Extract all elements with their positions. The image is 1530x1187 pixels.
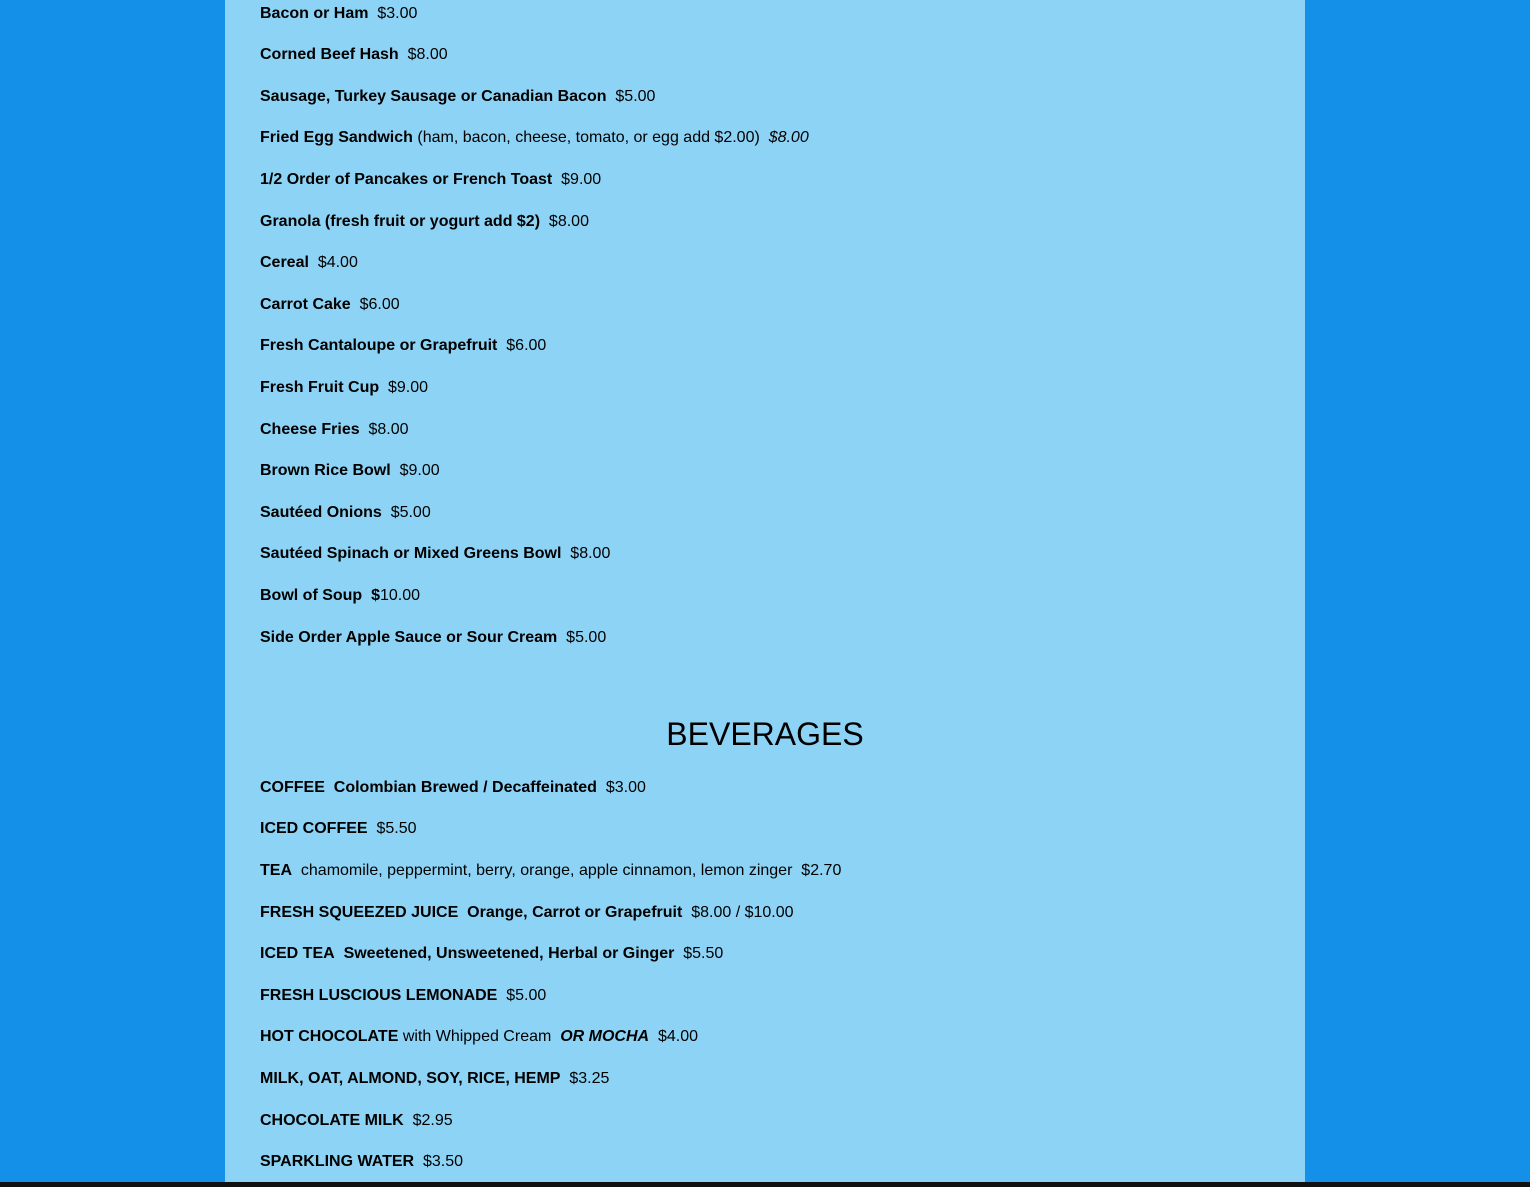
item-price: $5.00 xyxy=(615,88,656,105)
beverage-name: MILK, OAT, ALMOND, SOY, RICE, HEMP xyxy=(260,1070,561,1087)
item-price: $8.00 xyxy=(768,129,809,146)
beverages-heading: BEVERAGES xyxy=(666,716,864,752)
item-name: Carrot Cake xyxy=(260,296,351,313)
menu-item-bowl-of-soup xyxy=(260,586,420,606)
item-price: $8.00 xyxy=(570,545,611,562)
item-name: Cereal xyxy=(260,254,309,271)
beverage-price: $3.25 xyxy=(569,1070,610,1087)
bottom-border xyxy=(0,1182,1530,1187)
item-price: $8.00 xyxy=(407,46,448,63)
beverage-name: FRESH LUSCIOUS LEMONADE xyxy=(260,987,498,1004)
item-name: Bacon or Ham xyxy=(260,5,369,22)
menu-item-fried-egg-sandwich xyxy=(260,128,809,148)
beverage-price: $5.50 xyxy=(376,820,417,837)
item-name: Side Order Apple Sauce or Sour Cream xyxy=(260,629,558,646)
menu-item-cereal xyxy=(260,253,358,273)
beverage-name: FRESH SQUEEZED JUICE xyxy=(260,904,459,921)
item-name: Brown Rice Bowl xyxy=(260,462,391,479)
beverage-name: ICED COFFEE xyxy=(260,820,368,837)
beverage-price: $5.00 xyxy=(506,987,547,1004)
beverage-lemonade xyxy=(260,986,546,1006)
menu-item-fruit-cup xyxy=(260,378,428,398)
beverage-name: ICED TEA xyxy=(260,945,335,962)
item-name: Fresh Fruit Cup xyxy=(260,379,380,396)
beverage-name: HOT CHOCOLATE xyxy=(260,1028,399,1045)
item-price: $5.00 xyxy=(566,629,607,646)
item-price: $6.00 xyxy=(506,337,547,354)
menu-item-sauteed-spinach xyxy=(260,544,610,564)
beverage-detail: Sweetened, Unsweetened, Herbal or Ginger xyxy=(343,945,675,962)
beverage-name: TEA xyxy=(260,862,292,879)
item-price: $9.00 xyxy=(561,171,602,188)
menu-item-granola xyxy=(260,212,589,232)
item-name: Fried Egg Sandwich xyxy=(260,129,413,146)
menu-item-pancakes xyxy=(260,170,601,190)
beverage-name: COFFEE xyxy=(260,779,325,796)
beverage-detail: Colombian Brewed / Decaffeinated xyxy=(333,779,597,796)
beverage-iced-coffee xyxy=(260,819,417,839)
beverage-iced-tea xyxy=(260,944,723,964)
beverage-tea xyxy=(260,861,841,881)
menu-item-bacon-or-ham xyxy=(260,4,417,24)
beverage-sparkling-water xyxy=(260,1152,463,1172)
beverage-milk xyxy=(260,1069,609,1089)
menu-item-corned-beef-hash xyxy=(260,45,448,65)
beverage-price: $2.70 xyxy=(801,862,842,879)
item-price: $5.00 xyxy=(390,504,431,521)
item-name: Bowl of Soup xyxy=(260,587,363,604)
menu-item-cheese-fries xyxy=(260,420,409,440)
item-price: 10.00 xyxy=(380,587,421,604)
beverage-price: $2.95 xyxy=(412,1112,453,1129)
beverage-price: $3.00 xyxy=(605,779,646,796)
item-name: Granola (fresh fruit or yogurt add $2) xyxy=(260,213,541,230)
menu-item-cantaloupe xyxy=(260,336,546,356)
beverage-extra: OR MOCHA xyxy=(560,1028,650,1045)
beverage-fresh-squeezed-juice xyxy=(260,903,794,923)
item-name: Corned Beef Hash xyxy=(260,46,399,63)
item-price: $9.00 xyxy=(399,462,440,479)
item-note: (ham, bacon, cheese, tomato, or egg add $2.00) xyxy=(417,129,760,146)
item-name: 1/2 Order of Pancakes or French Toast xyxy=(260,171,553,188)
item-name: Fresh Cantaloupe or Grapefruit xyxy=(260,337,498,354)
beverage-hot-chocolate xyxy=(260,1027,698,1047)
menu-item-brown-rice-bowl xyxy=(260,461,440,481)
beverage-detail: Orange, Carrot or Grapefruit xyxy=(467,904,683,921)
item-price: $8.00 xyxy=(368,421,409,438)
item-name: Sausage, Turkey Sausage or Canadian Bacon xyxy=(260,88,607,105)
beverage-price: $8.00 / $10.00 xyxy=(691,904,794,921)
menu-panel xyxy=(225,0,1305,1182)
menu-item-sauteed-onions xyxy=(260,503,431,523)
beverage-name: SPARKLING WATER xyxy=(260,1153,415,1170)
item-price: $3.00 xyxy=(377,5,418,22)
item-price: $4.00 xyxy=(317,254,358,271)
beverage-price: $4.00 xyxy=(657,1028,699,1045)
menu-item-carrot-cake xyxy=(260,295,400,315)
item-price: $8.00 xyxy=(548,213,589,230)
beverage-chocolate-milk xyxy=(260,1111,453,1131)
beverage-detail: chamomile, peppermint, berry, orange, apple cinnamon, lemon zinger xyxy=(300,862,793,879)
beverage-price: $3.50 xyxy=(422,1153,464,1170)
beverage-price: $5.50 xyxy=(683,945,724,962)
item-name: Cheese Fries xyxy=(260,421,360,438)
item-price-symbol: $ xyxy=(371,587,380,604)
beverage-detail: with Whipped Cream xyxy=(402,1028,552,1045)
item-price: $9.00 xyxy=(388,379,429,396)
beverage-coffee xyxy=(260,778,646,798)
item-name: Sautéed Onions xyxy=(260,504,382,521)
menu-item-side-order xyxy=(260,628,606,648)
menu-item-sausage xyxy=(260,87,655,107)
item-price: $6.00 xyxy=(359,296,400,313)
beverage-name: CHOCOLATE MILK xyxy=(260,1112,404,1129)
item-name: Sautéed Spinach or Mixed Greens Bowl xyxy=(260,545,562,562)
